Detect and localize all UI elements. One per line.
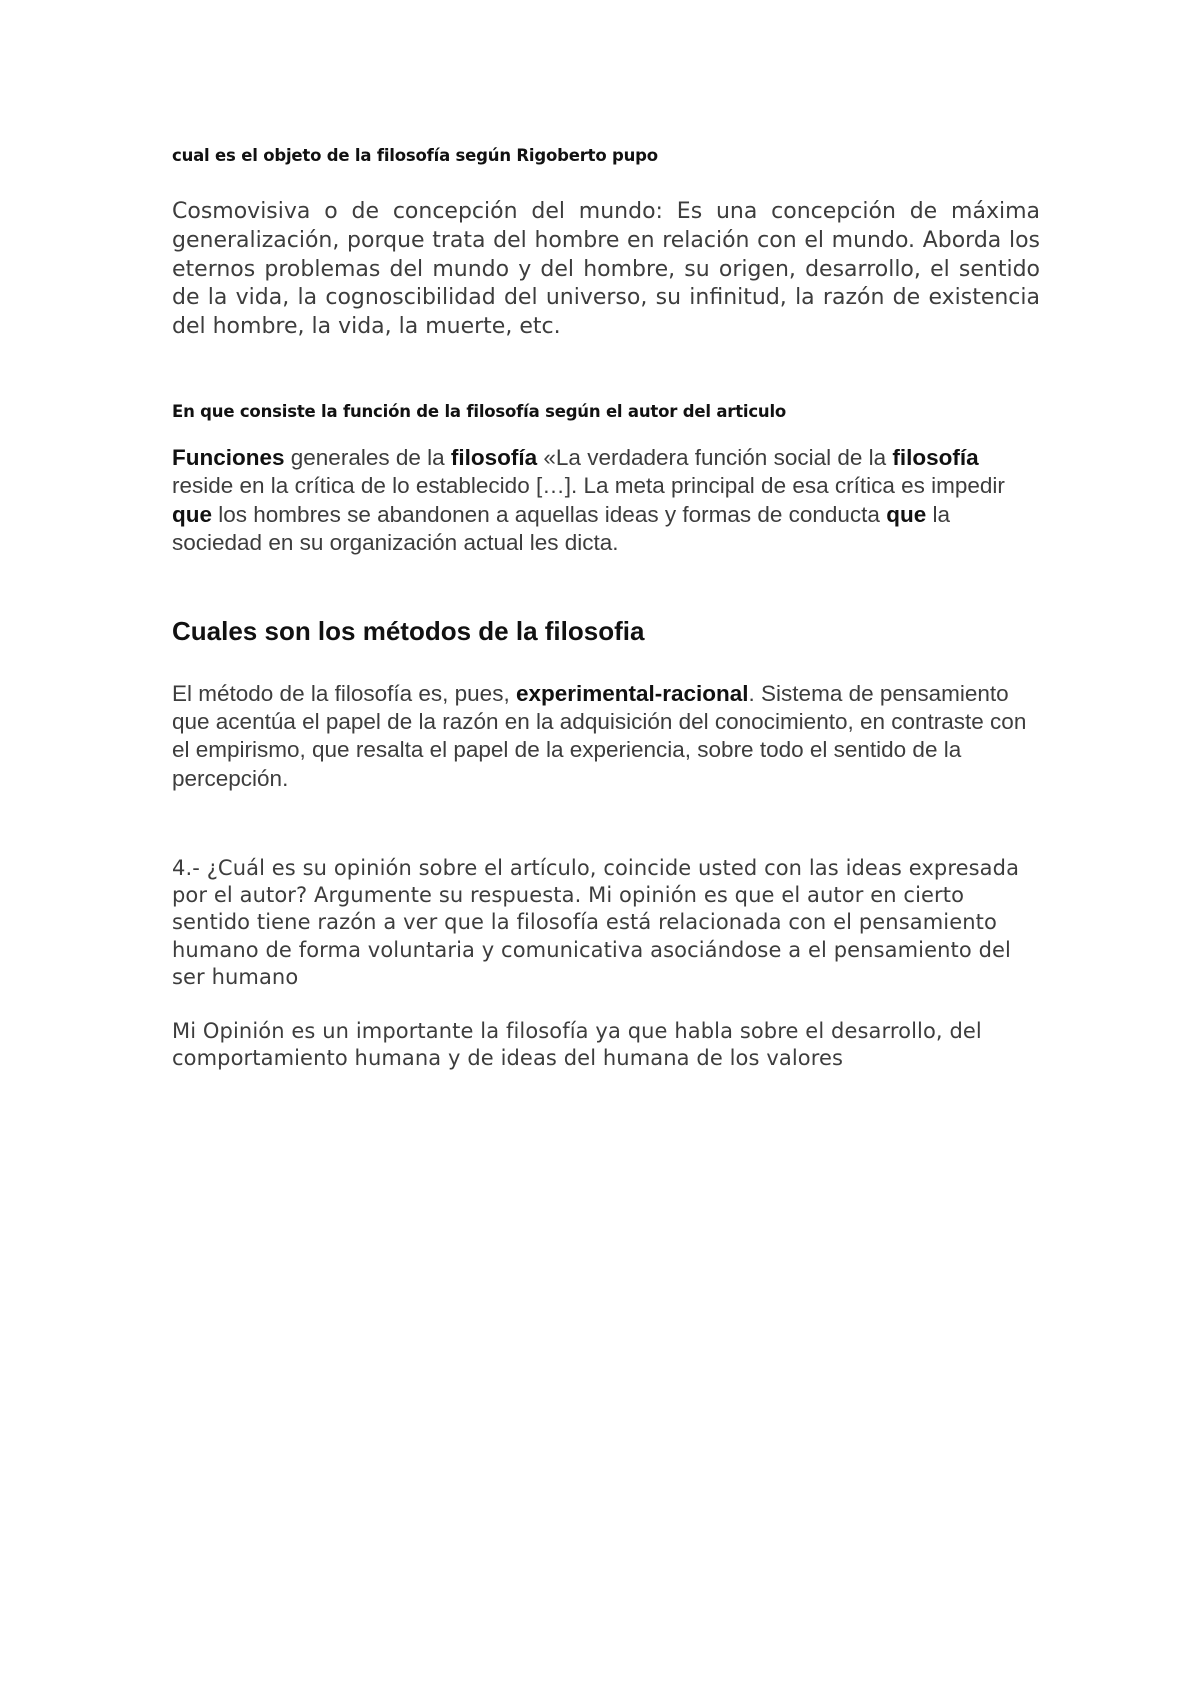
opinion-paragraph: Mi Opinión es un importante la filosofía ya que habla sobre el desarrollo, del comportamiento humana y de ideas del humana de los valores	[172, 1019, 982, 1071]
question-2-heading: En que consiste la función de la filosofía según el autor del articulo	[172, 402, 787, 421]
answer-2-paragraph	[172, 444, 1040, 558]
question-1-heading: cual es el objeto de la filosofía según Rigoberto pupo	[172, 146, 658, 165]
answer-3-paragraph	[172, 680, 1040, 793]
answer-3-text-1: El método de la filosofía es, pues,	[172, 681, 516, 706]
bold-term-funciones: Funciones	[172, 445, 285, 470]
answer-1-paragraph: Cosmovisiva o de concepción del mundo: Es una concepción de máxima generalización, porque trata del hombre en relación con el mundo. Aborda los eternos problemas del mundo y del hombre, su origen, desarrollo, el sentido de la vida, la cognoscibilidad del universo, su infinitud, la razón de existencia del hombre, la vida, la muerte, etc.	[172, 199, 1040, 340]
bold-term-que-2: que	[886, 501, 927, 527]
answer-3-text-2: . Sistema de pensamiento que acentúa el papel de la razón en la adquisición del conocimiento, en contraste con el empirismo, que resalta el papel de la experiencia, sobre todo el sentido de la percepción.	[172, 681, 1027, 791]
bold-term-que-1: que	[172, 501, 213, 527]
answer-2-text-1: generales de la	[284, 445, 451, 470]
question-4-paragraph: 4.- ¿Cuál es su opinión sobre el artículo, coincide usted con las ideas expresada por el autor? Argumente su respuesta. Mi opinión es que el autor en cierto sentido tiene razón a ver que la filosofía está relacionada con el pensamiento humano de forma voluntaria y comunicativa asociándose a el pensamiento del ser humano	[172, 856, 1020, 989]
bold-term-experimental-racional: experimental-racional	[515, 681, 749, 706]
answer-2-text-5: la sociedad en su organización actual les dicta.	[172, 501, 950, 556]
answer-2-text-3: reside en la crítica de lo establecido […]. La meta principal de esa crítica es impedir	[172, 473, 1005, 499]
bold-term-filosofia-1: filosofía	[450, 445, 538, 470]
question-3-heading: Cuales son los métodos de la filosofia	[172, 616, 645, 646]
answer-2-text-2: «La verdadera función social de la	[537, 445, 893, 470]
bold-term-filosofia-2: filosofía	[892, 445, 979, 470]
answer-2-text-4: los hombres se abandonen a aquellas ideas y formas de conducta	[212, 501, 887, 527]
